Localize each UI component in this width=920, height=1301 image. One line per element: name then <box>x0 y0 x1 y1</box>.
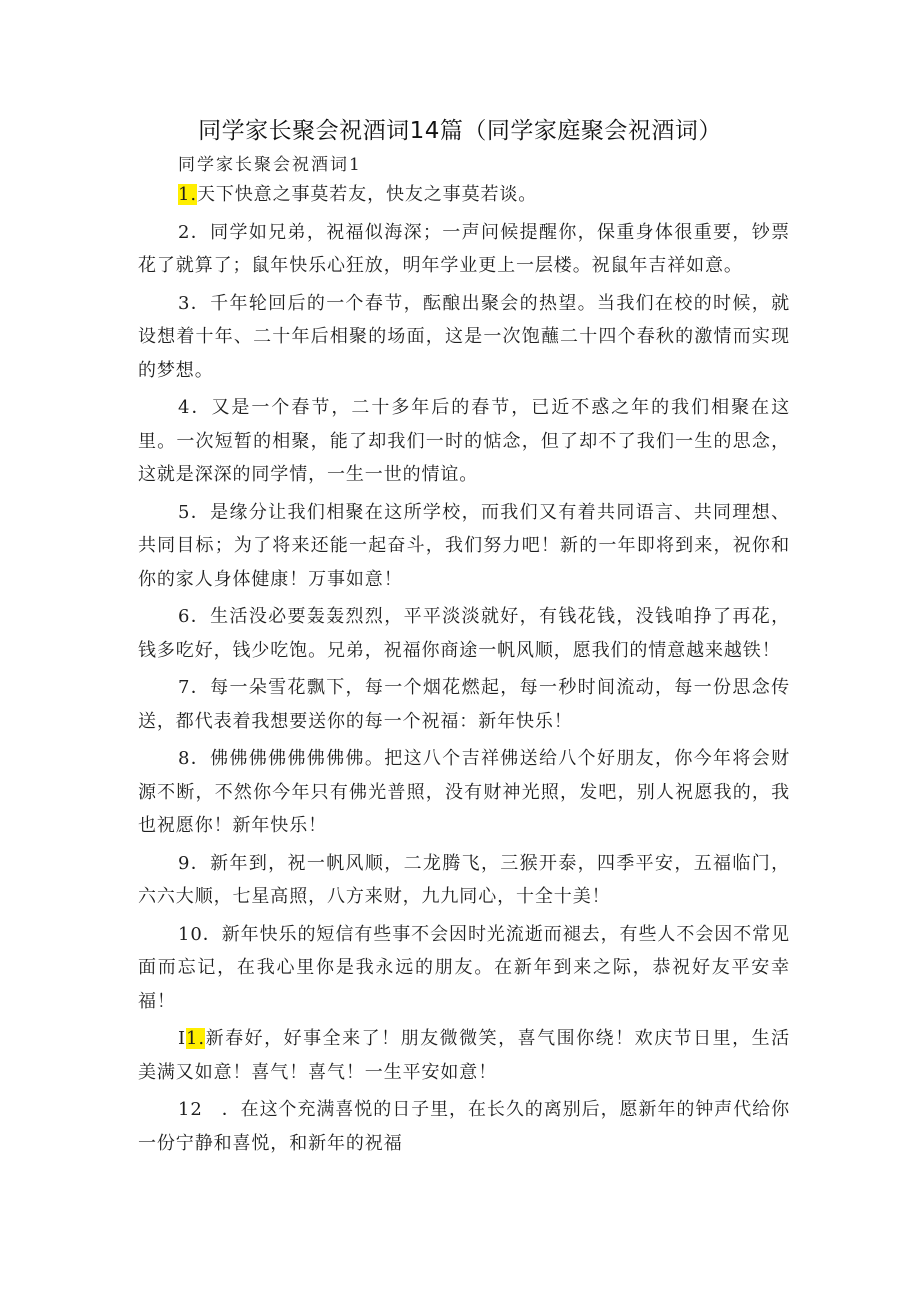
item-number-highlighted: 1. <box>186 1028 205 1049</box>
item-number: 2． <box>178 221 211 243</box>
list-item <box>138 847 790 914</box>
item-number: 12 ． <box>178 1099 241 1120</box>
list-item <box>138 178 790 212</box>
item-text: 千年轮回后的一个春节，酝酿出聚会的热望。当我们在校的时候，就设想着十年、二十年后相聚的场面，这是一次饱蘸二十四个春秋的激情而实现的梦想。 <box>138 292 790 381</box>
item-number: 4． <box>178 397 212 418</box>
item-text: 天下快意之事莫若友，快友之事莫若谈。 <box>196 184 538 205</box>
list-item <box>138 671 790 738</box>
list-item <box>138 1022 790 1089</box>
list-item <box>138 918 790 1019</box>
item-text: 每一朵雪花飘下，每一个烟花燃起，每一秒时间流动，每一份思念传送，都代表着我想要送你的每一个祝福：新年快乐！ <box>138 677 790 732</box>
item-text: 又是一个春节，二十多年后的春节，已近不惑之年的我们相聚在这里。一次短暂的相聚，能了却我们一时的惦念，但了却不了我们一生的思念，这就是深深的同学情，一生一世的情谊。 <box>138 397 790 485</box>
list-item <box>138 287 790 388</box>
item-number: 10． <box>178 923 222 945</box>
item-number: 7． <box>178 677 211 698</box>
item-number-highlighted: 1. <box>178 184 197 205</box>
item-number: 3． <box>178 292 211 314</box>
item-number: 5． <box>178 501 211 523</box>
item-text: 新年快乐的短信有些事不会因时光流逝而褪去，有些人不会因不常见面而忘记，在我心里你是我永远的朋友。在新年到来之际，恭祝好友平安幸福！ <box>138 923 791 1012</box>
list-item <box>138 1093 790 1160</box>
list-item <box>138 216 790 283</box>
list-item <box>138 391 790 492</box>
item-text: 是缘分让我们相聚在这所学校，而我们又有着共同语言、共同理想、共同目标；为了将来还能一起奋斗，我们努力吧！新的一年即将到来，祝你和你的家人身体健康！万事如意！ <box>138 501 790 590</box>
list-item <box>138 496 790 597</box>
document-body <box>138 178 790 1164</box>
item-number-prefix: I <box>178 1028 187 1049</box>
item-text: 佛佛佛佛佛佛佛佛。把这八个吉祥佛送给八个好朋友，你今年将会财源不断，不然你今年只有佛光普照，没有财神光照，发吧，别人祝愿我的，我也祝愿你！新年快乐！ <box>138 748 790 836</box>
item-text: 在这个充满喜悦的日子里，在长久的离别后，愿新年的钟声代给你一份宁静和喜悦，和新年的祝福 <box>138 1099 790 1154</box>
item-text: 生活没必要轰轰烈烈，平平淡淡就好，有钱花钱，没钱咱挣了再花，钱多吃好，钱少吃饱。兄弟，祝福你商途一帆风顺，愿我们的情意越来越铁！ <box>138 606 790 661</box>
item-number: 9． <box>178 852 211 874</box>
item-number: 8． <box>178 748 211 769</box>
list-item <box>138 742 790 843</box>
document-title: 同学家长聚会祝酒词14篇（同学家庭聚会祝酒词） <box>198 118 722 144</box>
section-subtitle: 同学家长聚会祝酒词1 <box>178 155 362 175</box>
list-item <box>138 600 790 667</box>
item-number: 6． <box>178 606 211 627</box>
item-text: 同学如兄弟，祝福似海深；一声问候提醒你，保重身体很重要，钞票花了就算了；鼠年快乐心狂放，明年学业更上一层楼。祝鼠年吉祥如意。 <box>138 221 790 276</box>
item-text: 新春好，好事全来了！朋友微微笑，喜气围你绕！欢庆节日里，生活美满又如意！喜气！喜气！一生平安如意！ <box>138 1028 790 1083</box>
item-text: 新年到，祝一帆风顺，二龙腾飞，三猴开泰，四季平安，五福临门，六六大顺，七星高照，八方来财，九九同心，十全十美！ <box>138 852 790 907</box>
